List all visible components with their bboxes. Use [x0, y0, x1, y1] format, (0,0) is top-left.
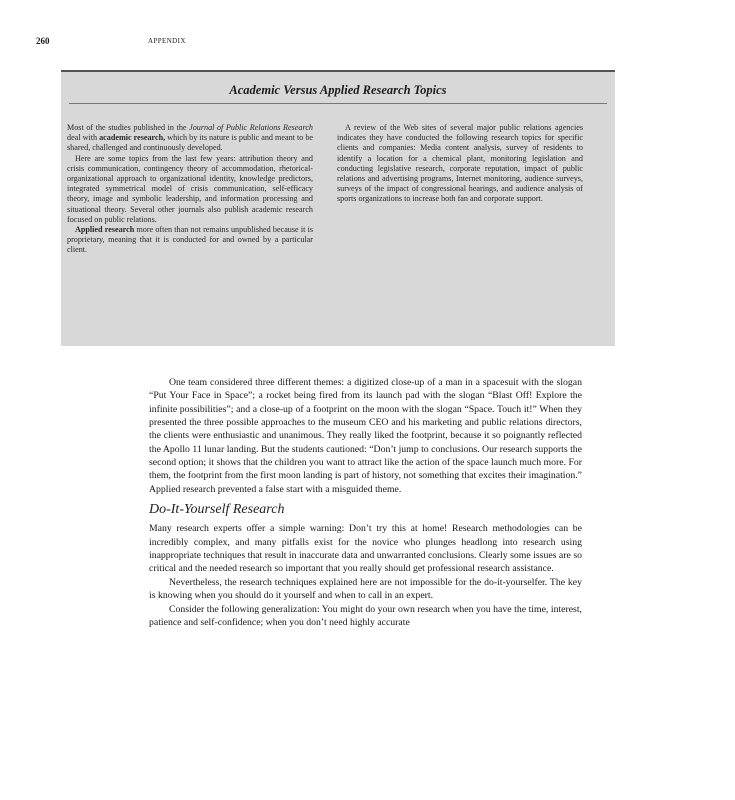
sidebar-paragraph: [67, 225, 313, 256]
sidebar-paragraph: A review of the Web sites of several major public relations agencies indicates they have conducted the following research topics for specific clients and companies: Media content analysis, survey of residents to identify a location for a chemical plant, monitoring legislation and conducting legislative research, corporate reputation, impact of public relations and advertising programs, Internet monitoring, audience surveys, surveys of the impact of congressional hearings, and audience analysis of sports organizations to increase both fan and corporate support.: [337, 123, 583, 204]
sidebar-box-title: Academic Versus Applied Research Topics: [229, 83, 447, 97]
body-paragraph: Many research experts offer a simple warning: Don’t try this at home! Research methodologies can be incredibly complex, and many pitfalls exist for the novice who plunges headlong into research using inappropriate techniques that result in inaccurate data and unwarranted conclusions. Clearly some issues are so critical and the needed research so important that you really should get professional research assistance.: [149, 523, 582, 575]
sidebar-box-left-column: [67, 123, 313, 256]
section-heading: Do-It-Yourself Research: [149, 502, 285, 518]
page-number: 260: [36, 36, 50, 46]
text-run: which by its nature is public and meant to be shared, challenged and continuously developed.: [67, 133, 313, 153]
text-run: deal with: [67, 133, 100, 143]
running-head: [36, 36, 699, 50]
text-run: Most of the studies published in the: [67, 123, 190, 132]
sidebar-box: [61, 70, 615, 346]
journal-title: Journal of Public Relations Research: [189, 123, 313, 132]
bold-term: Applied research: [75, 225, 135, 235]
sidebar-box-right-column: [337, 123, 583, 205]
body-paragraph: One team considered three different themes: a digitized close-up of a man in a spacesuit with the slogan “Put Your Face in Space”; a rocket being fired from its launch pad with the slogan “Blast Off! Explore the infinite possibilities”; and a close-up of a footprint on the moon with the slogan “Space. Touch it!” When they presented the three possible approaches to the museum CEO and his marketing and public relations directors, the clients were enthusiastic and unanimous. They really liked the footprint, because it so poignantly reflected the Apollo 11 lunar landing. But the students cautioned: “Don’t jump to conclusions. Our research supports the second option; it shows that the children you want to attract like the action of the space launch much more. For them, the footprint from the first moon landing is part of history, not something that excites their imagination.” Applied research prevented a false start with a misguided theme.: [149, 377, 582, 495]
text-run: more often than not remains unpublished because it is proprietary, meaning that it is conducted for and owned by a particular client.: [67, 225, 313, 255]
bold-term: academic research,: [99, 133, 166, 143]
body-paragraph: Consider the following generalization: You might do your own research when you have the time, interest, patience and self-confidence; when you don’t need highly accurate: [149, 603, 582, 628]
running-head-section: APPENDIX: [148, 37, 186, 45]
body-paragraph: Nevertheless, the research techniques explained here are not impossible for the do-it-yourselfer. The key is knowing when you should do it yourself and when to call in an expert.: [149, 576, 582, 602]
sidebar-paragraph: Here are some topics from the last few years: attribution theory and crisis communication, contingency theory of accommodation, rhetorical-organizational approach to organizational identity, knowledge predictors, integrated symmetrical model of crisis communication, self-efficacy theory, image and symbolic leadership, and information processing and situational theory. Several other journals also publish academic research focused on public relations.: [67, 153, 313, 224]
main-body-text: [149, 376, 582, 629]
sidebar-box-divider: [69, 103, 607, 104]
sidebar-paragraph: [67, 123, 313, 154]
